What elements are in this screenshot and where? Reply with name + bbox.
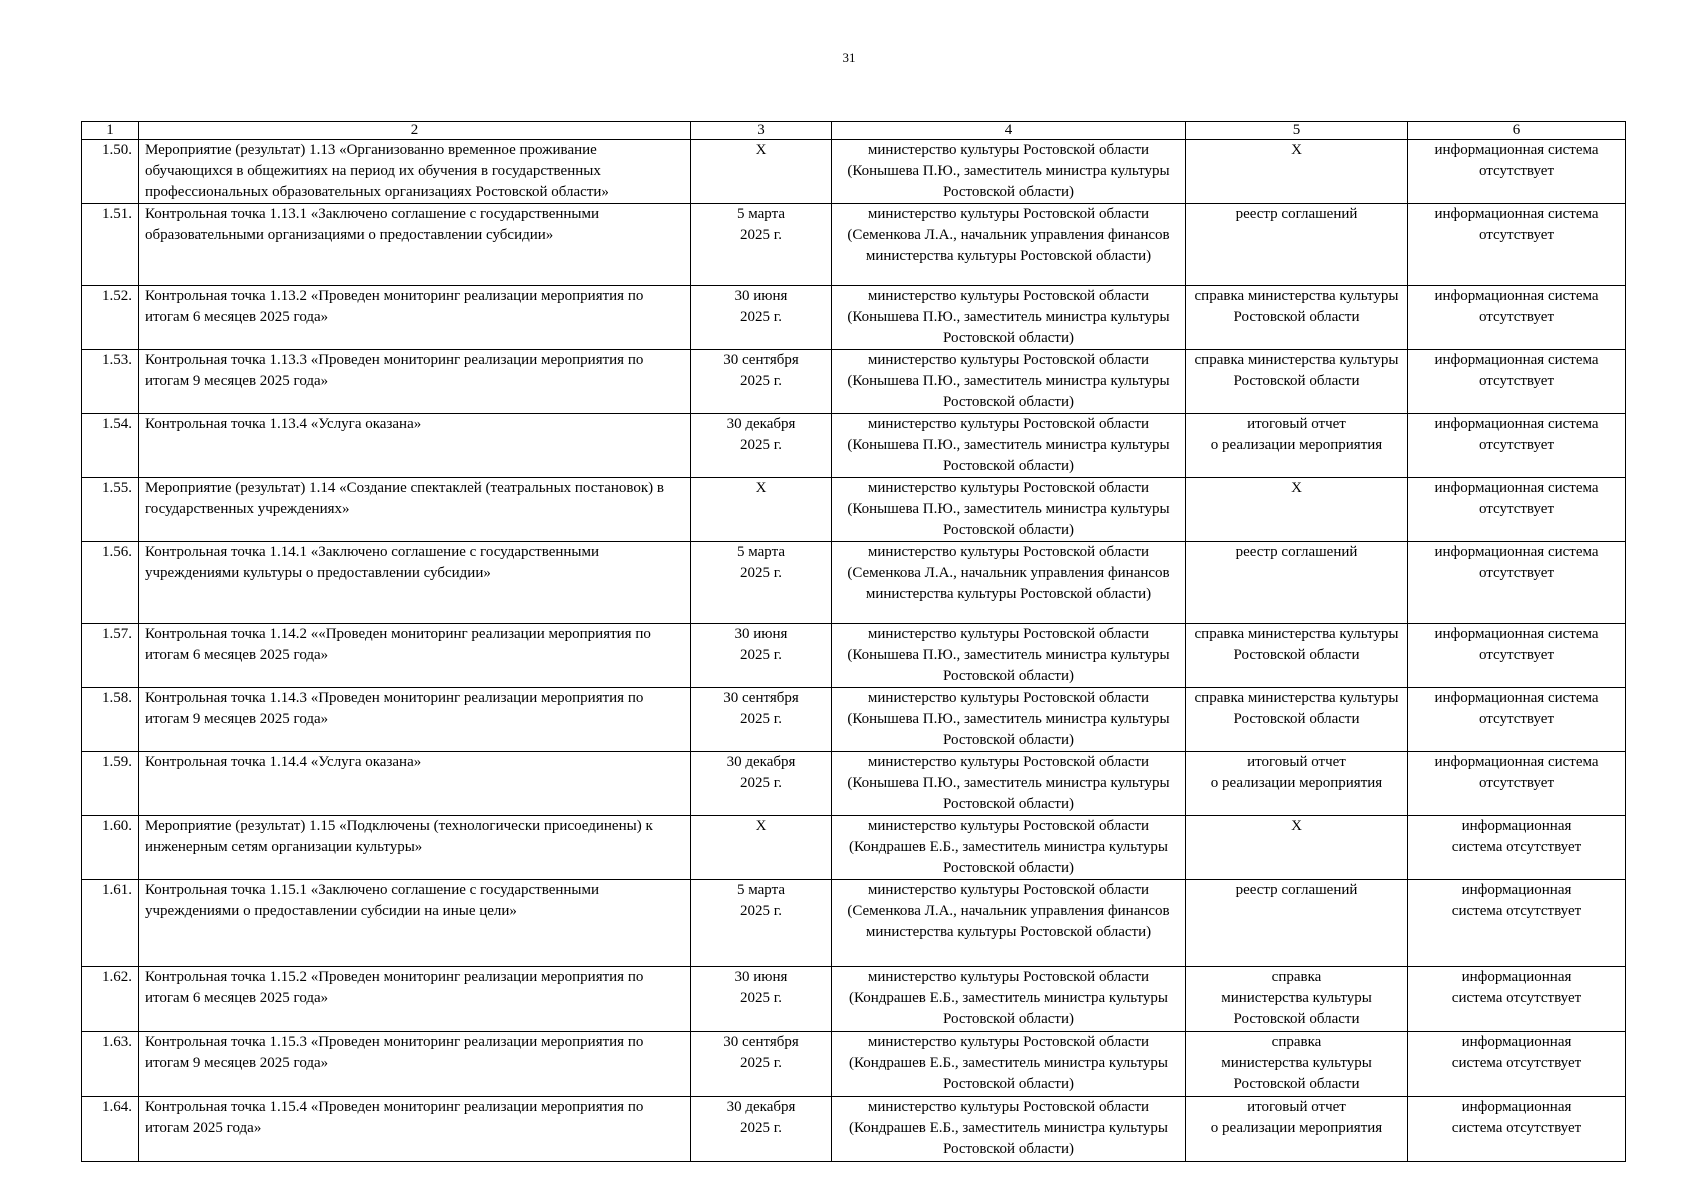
row-number: 1.54. bbox=[82, 414, 139, 478]
row-deadline: 5 марта 2025 г. bbox=[691, 542, 832, 624]
row-deadline: X bbox=[691, 816, 832, 880]
table-row bbox=[82, 1097, 1626, 1162]
row-document: справка министерства культуры Ростовской области bbox=[1186, 688, 1408, 752]
row-number: 1.50. bbox=[82, 140, 139, 204]
table-row bbox=[82, 286, 1626, 350]
table-row bbox=[82, 967, 1626, 1032]
row-number: 1.64. bbox=[82, 1097, 139, 1162]
row-name: Мероприятие (результат) 1.13 «Организованно временное проживание обучающихся в общежитиях на период их обучения в государственных профессиональных образовательных организациях Ростовской области» bbox=[139, 140, 691, 204]
row-name: Контрольная точка 1.13.4 «Услуга оказана» bbox=[139, 414, 691, 478]
row-responsible: министерство культуры Ростовской области (Кондрашев Е.Б., заместитель министра культуры Ростовской области) bbox=[832, 967, 1186, 1032]
row-document: итоговый отчет о реализации мероприятия bbox=[1186, 1097, 1408, 1162]
table-row bbox=[82, 478, 1626, 542]
row-number: 1.61. bbox=[82, 880, 139, 967]
row-name: Контрольная точка 1.14.1 «Заключено соглашение с государственными учреждениями культуры о предоставлении субсидии» bbox=[139, 542, 691, 624]
row-deadline: X bbox=[691, 140, 832, 204]
row-deadline: 30 сентября 2025 г. bbox=[691, 688, 832, 752]
row-name: Контрольная точка 1.15.3 «Проведен мониторинг реализации мероприятия по итогам 9 месяцев 2025 года» bbox=[139, 1032, 691, 1097]
row-responsible: министерство культуры Ростовской области (Семенкова Л.А., начальник управления финансов министерства культуры Ростовской области) bbox=[832, 880, 1186, 967]
row-info-system: информационная система отсутствует bbox=[1408, 204, 1626, 286]
row-responsible: министерство культуры Ростовской области (Конышева П.Ю., заместитель министра культуры Ростовской области) bbox=[832, 688, 1186, 752]
row-responsible: министерство культуры Ростовской области (Конышева П.Ю., заместитель министра культуры Ростовской области) bbox=[832, 752, 1186, 816]
row-responsible: министерство культуры Ростовской области (Конышева П.Ю., заместитель министра культуры Ростовской области) bbox=[832, 140, 1186, 204]
row-name: Мероприятие (результат) 1.14 «Создание спектаклей (театральных постановок) в государственных учреждениях» bbox=[139, 478, 691, 542]
row-info-system: информационная система отсутствует bbox=[1408, 967, 1626, 1032]
row-number: 1.63. bbox=[82, 1032, 139, 1097]
row-info-system: информационная система отсутствует bbox=[1408, 1032, 1626, 1097]
row-document: справка министерства культуры Ростовской области bbox=[1186, 967, 1408, 1032]
row-number: 1.55. bbox=[82, 478, 139, 542]
table-row bbox=[82, 624, 1626, 688]
table-row bbox=[82, 688, 1626, 752]
row-document: справка министерства культуры Ростовской области bbox=[1186, 624, 1408, 688]
table-row bbox=[82, 414, 1626, 478]
row-name: Контрольная точка 1.14.2 ««Проведен мониторинг реализации мероприятия по итогам 6 месяцев 2025 года» bbox=[139, 624, 691, 688]
row-deadline: 30 сентября 2025 г. bbox=[691, 350, 832, 414]
row-number: 1.58. bbox=[82, 688, 139, 752]
row-responsible: министерство культуры Ростовской области (Конышева П.Ю., заместитель министра культуры Ростовской области) bbox=[832, 624, 1186, 688]
row-document: справка министерства культуры Ростовской области bbox=[1186, 1032, 1408, 1097]
row-deadline: 30 декабря 2025 г. bbox=[691, 1097, 832, 1162]
row-name: Контрольная точка 1.15.2 «Проведен мониторинг реализации мероприятия по итогам 6 месяцев 2025 года» bbox=[139, 967, 691, 1032]
column-header: 3 bbox=[691, 122, 832, 140]
row-deadline: 5 марта 2025 г. bbox=[691, 204, 832, 286]
row-number: 1.53. bbox=[82, 350, 139, 414]
row-document: X bbox=[1186, 140, 1408, 204]
column-header: 5 bbox=[1186, 122, 1408, 140]
row-name: Контрольная точка 1.15.1 «Заключено соглашение с государственными учреждениями о предоставлении субсидии на иные цели» bbox=[139, 880, 691, 967]
table-row bbox=[82, 752, 1626, 816]
table-body bbox=[82, 140, 1626, 1162]
row-info-system: информационная система отсутствует bbox=[1408, 414, 1626, 478]
row-responsible: министерство культуры Ростовской области (Кондрашев Е.Б., заместитель министра культуры Ростовской области) bbox=[832, 816, 1186, 880]
row-name: Контрольная точка 1.13.3 «Проведен мониторинг реализации мероприятия по итогам 9 месяцев 2025 года» bbox=[139, 350, 691, 414]
row-document: итоговый отчет о реализации мероприятия bbox=[1186, 752, 1408, 816]
row-name: Контрольная точка 1.15.4 «Проведен мониторинг реализации мероприятия по итогам 2025 года» bbox=[139, 1097, 691, 1162]
table-row bbox=[82, 140, 1626, 204]
row-responsible: министерство культуры Ростовской области (Семенкова Л.А., начальник управления финансов министерства культуры Ростовской области) bbox=[832, 542, 1186, 624]
table-row bbox=[82, 880, 1626, 967]
row-responsible: министерство культуры Ростовской области (Конышева П.Ю., заместитель министра культуры Ростовской области) bbox=[832, 286, 1186, 350]
row-deadline: 30 декабря 2025 г. bbox=[691, 752, 832, 816]
row-info-system: информационная система отсутствует bbox=[1408, 1097, 1626, 1162]
plan-table bbox=[81, 121, 1626, 1162]
row-number: 1.62. bbox=[82, 967, 139, 1032]
column-header: 4 bbox=[832, 122, 1186, 140]
row-document: итоговый отчет о реализации мероприятия bbox=[1186, 414, 1408, 478]
table-row bbox=[82, 542, 1626, 624]
table-row bbox=[82, 204, 1626, 286]
row-deadline: 30 июня 2025 г. bbox=[691, 286, 832, 350]
row-deadline: 30 июня 2025 г. bbox=[691, 967, 832, 1032]
row-responsible: министерство культуры Ростовской области (Кондрашев Е.Б., заместитель министра культуры Ростовской области) bbox=[832, 1032, 1186, 1097]
header-row bbox=[82, 122, 1626, 140]
table-row bbox=[82, 1032, 1626, 1097]
row-number: 1.56. bbox=[82, 542, 139, 624]
row-deadline: 30 сентября 2025 г. bbox=[691, 1032, 832, 1097]
row-info-system: информационная система отсутствует bbox=[1408, 140, 1626, 204]
column-header: 2 bbox=[139, 122, 691, 140]
row-info-system: информационная система отсутствует bbox=[1408, 752, 1626, 816]
row-responsible: министерство культуры Ростовской области (Конышева П.Ю., заместитель министра культуры Ростовской области) bbox=[832, 350, 1186, 414]
row-name: Мероприятие (результат) 1.15 «Подключены (технологически присоединены) к инженерным сетям организации культуры» bbox=[139, 816, 691, 880]
row-document: X bbox=[1186, 478, 1408, 542]
row-info-system: информационная система отсутствует bbox=[1408, 478, 1626, 542]
row-info-system: информационная система отсутствует bbox=[1408, 350, 1626, 414]
row-responsible: министерство культуры Ростовской области (Семенкова Л.А., начальник управления финансов министерства культуры Ростовской области) bbox=[832, 204, 1186, 286]
row-name: Контрольная точка 1.13.2 «Проведен мониторинг реализации мероприятия по итогам 6 месяцев 2025 года» bbox=[139, 286, 691, 350]
row-number: 1.57. bbox=[82, 624, 139, 688]
row-document: справка министерства культуры Ростовской области bbox=[1186, 350, 1408, 414]
row-document: реестр соглашений bbox=[1186, 542, 1408, 624]
table-row bbox=[82, 816, 1626, 880]
row-responsible: министерство культуры Ростовской области (Кондрашев Е.Б., заместитель министра культуры Ростовской области) bbox=[832, 1097, 1186, 1162]
page-number: 31 bbox=[842, 50, 856, 65]
row-document: справка министерства культуры Ростовской области bbox=[1186, 286, 1408, 350]
row-name: Контрольная точка 1.14.4 «Услуга оказана» bbox=[139, 752, 691, 816]
row-document: реестр соглашений bbox=[1186, 880, 1408, 967]
row-info-system: информационная система отсутствует bbox=[1408, 880, 1626, 967]
row-number: 1.52. bbox=[82, 286, 139, 350]
row-info-system: информационная система отсутствует bbox=[1408, 542, 1626, 624]
table-header bbox=[82, 122, 1626, 140]
row-deadline: X bbox=[691, 478, 832, 542]
row-number: 1.60. bbox=[82, 816, 139, 880]
table-row bbox=[82, 350, 1626, 414]
row-info-system: информационная система отсутствует bbox=[1408, 688, 1626, 752]
row-responsible: министерство культуры Ростовской области (Конышева П.Ю., заместитель министра культуры Ростовской области) bbox=[832, 478, 1186, 542]
row-number: 1.59. bbox=[82, 752, 139, 816]
row-responsible: министерство культуры Ростовской области (Конышева П.Ю., заместитель министра культуры Ростовской области) bbox=[832, 414, 1186, 478]
row-document: реестр соглашений bbox=[1186, 204, 1408, 286]
row-name: Контрольная точка 1.14.3 «Проведен мониторинг реализации мероприятия по итогам 9 месяцев 2025 года» bbox=[139, 688, 691, 752]
row-info-system: информационная система отсутствует bbox=[1408, 624, 1626, 688]
row-name: Контрольная точка 1.13.1 «Заключено соглашение с государственными образовательными организациями о предоставлении субсидии» bbox=[139, 204, 691, 286]
row-document: X bbox=[1186, 816, 1408, 880]
row-info-system: информационная система отсутствует bbox=[1408, 816, 1626, 880]
column-header: 6 bbox=[1408, 122, 1626, 140]
row-deadline: 30 июня 2025 г. bbox=[691, 624, 832, 688]
row-info-system: информационная система отсутствует bbox=[1408, 286, 1626, 350]
row-deadline: 30 декабря 2025 г. bbox=[691, 414, 832, 478]
column-header: 1 bbox=[82, 122, 139, 140]
row-number: 1.51. bbox=[82, 204, 139, 286]
row-deadline: 5 марта 2025 г. bbox=[691, 880, 832, 967]
